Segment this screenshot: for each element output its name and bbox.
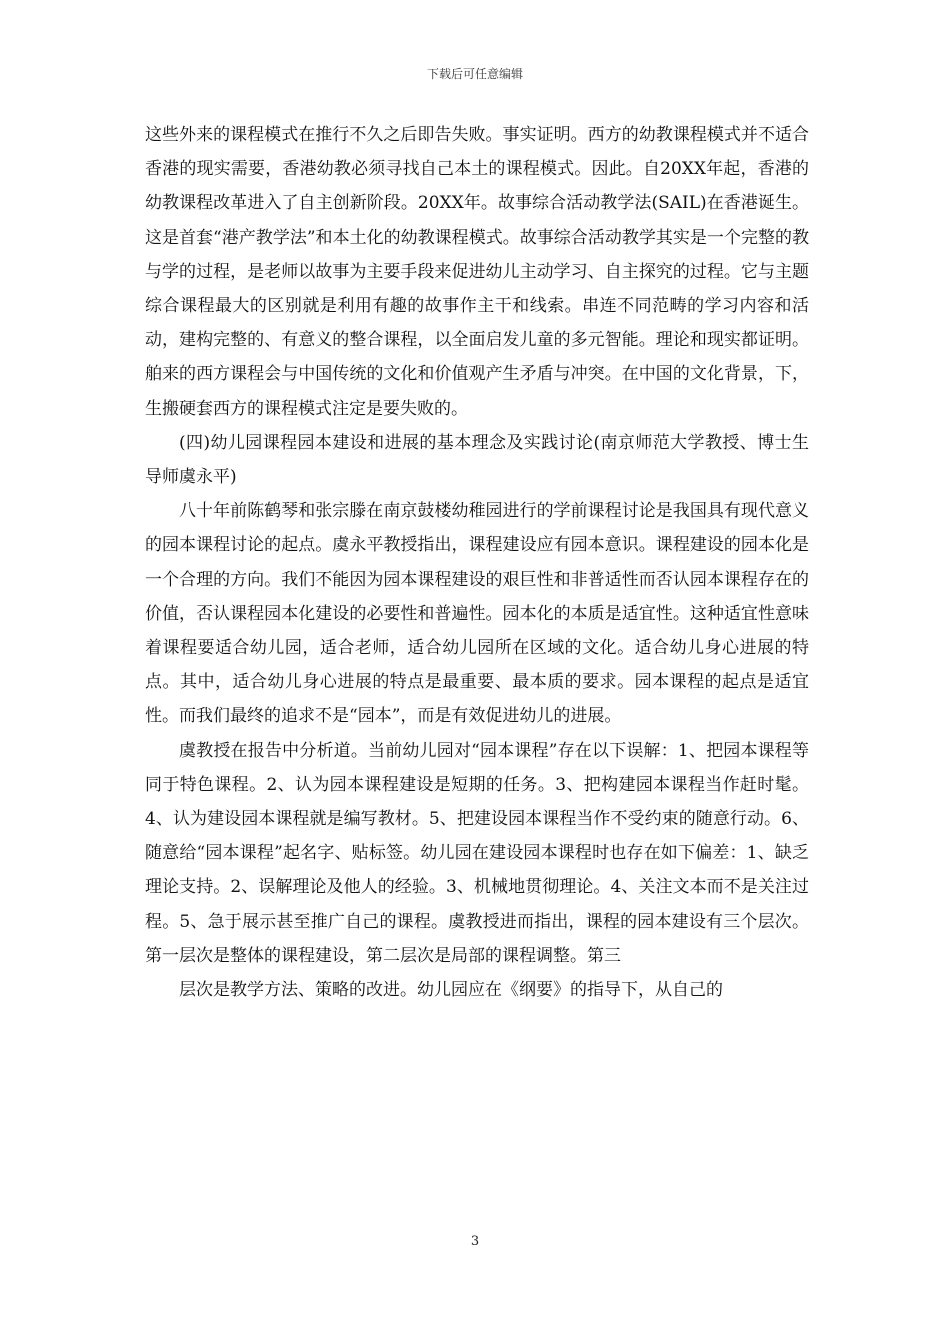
paragraph-2-section-heading: (四)幼儿园课程园本建设和进展的基本理念及实践讨论(南京师范大学教授、博士生导师虞永平) xyxy=(145,432,809,488)
page-number: 3 xyxy=(470,1234,480,1249)
paragraph-1: 这些外来的课程模式在推行不久之后即告失败。事实证明。西方的幼教课程模式并不适合香港的现实需要，香港幼教必须寻找自己本土的课程模式。因此。自20XX年起，香港的幼教课程改革进入了自主创新阶段。20XX年。故事综合活动教学法(SAIL)在香港诞生。这是首套“港产教学法”和本土化的幼教课程模式。故事综合活动教学其实是一个完整的教与学的过程，是老师以故事为主要手段来促进幼儿主动学习、自主探究的过程。它与主题综合课程最大的区别就是利用有趣的故事作主干和线索。串连不同范畴的学习内容和活动，建构完整的、有意义的整合课程，以全面启发儿童的多元智能。理论和现实都证明。舶来的西方课程会与中国传统的文化和价值观产生矛盾与冲突。在中国的文化背景，下，生搬硬套西方的课程模式注定是要失败的。 xyxy=(145,125,809,419)
page-header: 下载后可任意编辑 xyxy=(426,67,523,81)
paragraph-4: 虞教授在报告中分析道。当前幼儿园对“园本课程”存在以下误解：1、把园本课程等同于特色课程。2、认为园本课程建设是短期的任务。3、把构建园本课程当作赶时髦。4、认为建设园本课程就是编写教材。5、把建设园本课程当作不受约束的随意行动。6、随意给“园本课程”起名字、贴标签。幼儿园在建设园本课程时也存在如下偏差：1、缺乏理论支持。2、误解理论及他人的经验。3、机械地贯彻理论。4、关注文本而不是关注过程。5、急于展示甚至推广自己的课程。虞教授进而指出，课程的园本建设有三个层次。第一层次是整体的课程建设，第二层次是局部的课程调整。第三 xyxy=(145,740,809,966)
document-body xyxy=(145,118,809,1007)
paragraph-3: 八十年前陈鹤琴和张宗滕在南京鼓楼幼稚园进行的学前课程讨论是我国具有现代意义的园本课程讨论的起点。虞永平教授指出，课程建设应有园本意识。课程建设的园本化是一个合理的方向。我们不能因为园本课程建设的艰巨性和非普适性而否认园本课程存在的价值，否认课程园本化建设的必要性和普遍性。园本化的本质是适宜性。这种适宜性意味着课程要适合幼儿园，适合老师，适合幼儿园所在区域的文化。适合幼儿身心进展的特点。其中，适合幼儿身心进展的特点是最重要、最本质的要求。园本课程的起点是适宜性。而我们最终的追求不是“园本”，而是有效促进幼儿的进展。 xyxy=(145,501,809,727)
paragraph-5: 层次是教学方法、策略的改进。幼儿园应在《纲要》的指导下，从自己的 xyxy=(179,980,723,1001)
